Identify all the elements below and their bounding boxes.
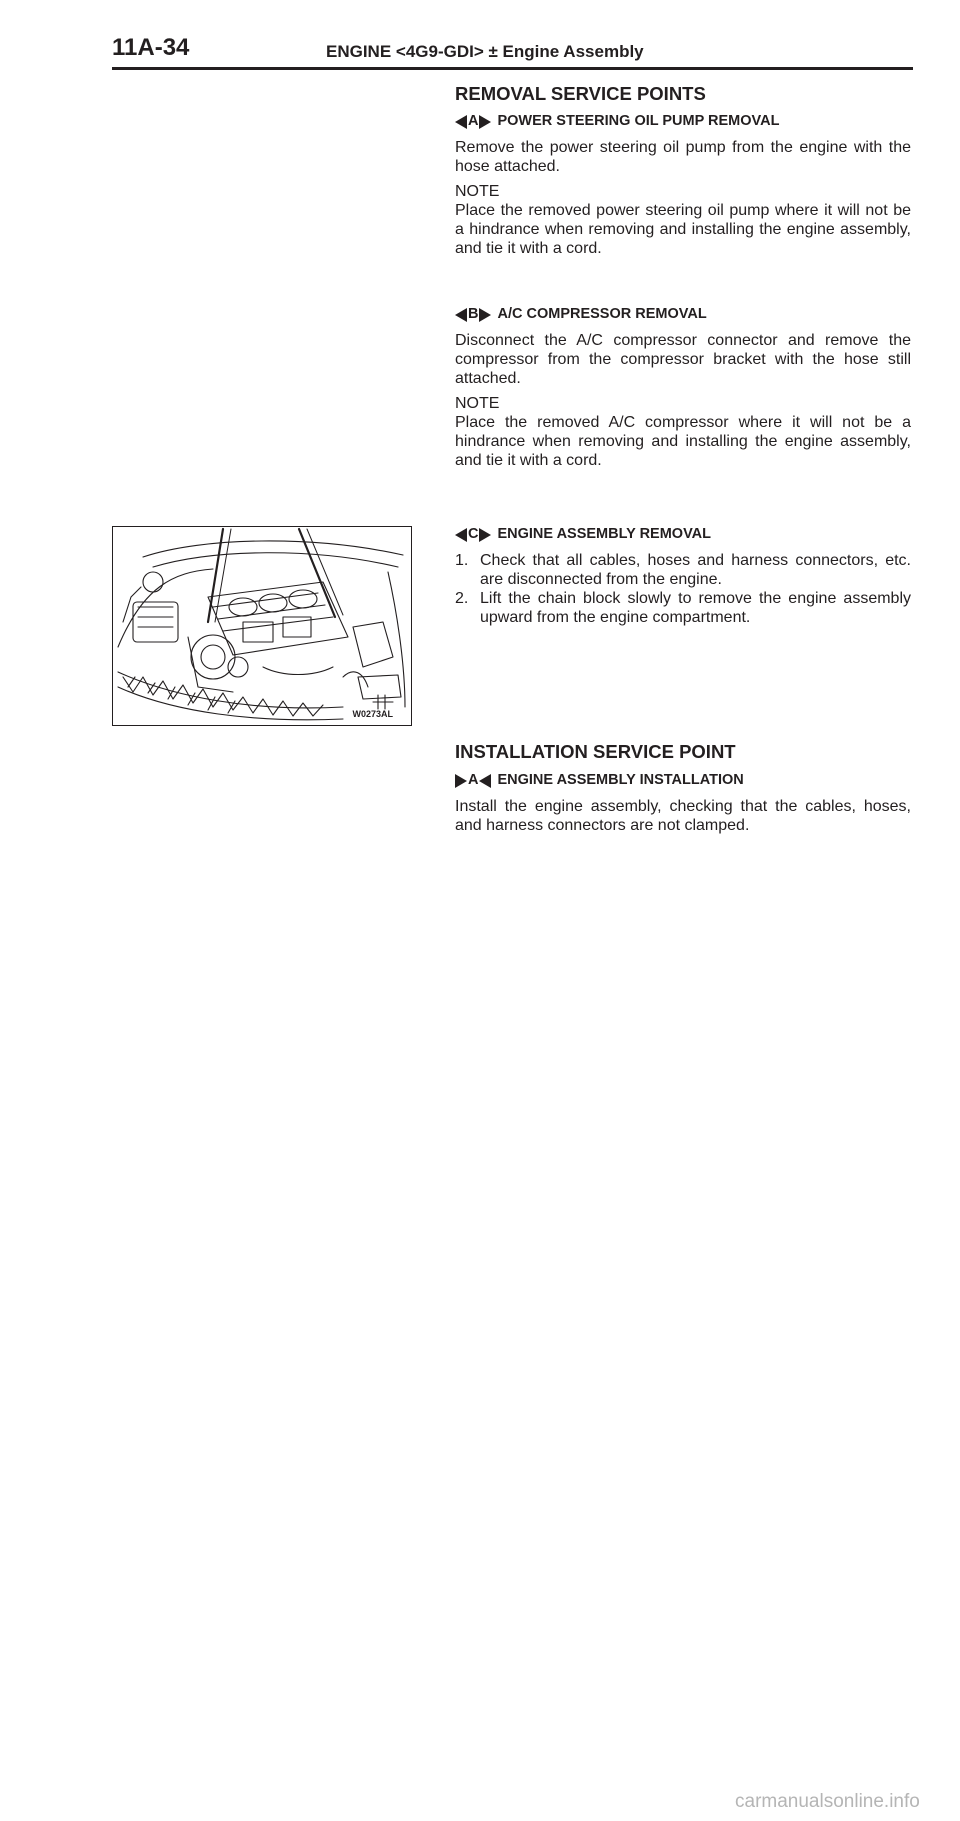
removal-b-title: A/C COMPRESSOR REMOVAL	[497, 306, 707, 322]
removal-a-body: Remove the power steering oil pump from the engine with the hose attached.	[455, 139, 911, 175]
removal-item-b	[455, 305, 911, 470]
installation-section	[455, 742, 911, 835]
removal-section	[455, 84, 911, 103]
triangle-right-icon	[479, 308, 491, 322]
removal-item-a	[455, 112, 911, 258]
triangle-left-icon	[455, 115, 467, 129]
removal-marker-a: A	[455, 112, 491, 131]
removal-c-steps	[455, 551, 911, 627]
triangle-left-icon	[479, 774, 491, 788]
page-header	[112, 34, 912, 70]
removal-a-note: Place the removed power steering oil pump where it will not be a hindrance when removing and installing the engine assembly, and tie it with a cord.	[455, 202, 911, 257]
triangle-right-icon	[479, 115, 491, 129]
installation-title-row	[455, 771, 911, 790]
installation-body: Install the engine assembly, checking that the cables, hoses, and harness connectors are not clamped.	[455, 798, 911, 834]
engine-illustration	[113, 527, 411, 725]
removal-marker-c: C	[455, 525, 491, 544]
removal-a-note-label: NOTE	[455, 183, 500, 200]
engine-compartment-figure	[112, 526, 412, 726]
removal-c-title: ENGINE ASSEMBLY REMOVAL	[497, 526, 711, 542]
triangle-right-icon	[455, 774, 467, 788]
triangle-right-icon	[479, 528, 491, 542]
triangle-left-icon	[455, 528, 467, 542]
triangle-left-icon	[455, 308, 467, 322]
figure-code: W0273AL	[352, 709, 393, 719]
header-rule	[112, 67, 913, 70]
removal-a-title: POWER STEERING OIL PUMP REMOVAL	[497, 113, 780, 129]
installation-marker-a: A	[455, 771, 491, 790]
watermark: carmanualsonline.info	[735, 1791, 920, 1812]
removal-heading: REMOVAL SERVICE POINTS	[455, 83, 706, 104]
installation-heading: INSTALLATION SERVICE POINT	[455, 741, 736, 762]
removal-b-note-label: NOTE	[455, 395, 500, 412]
removal-a-title-row	[455, 112, 911, 131]
removal-item-c	[455, 525, 911, 627]
removal-marker-b: B	[455, 305, 491, 324]
list-item: 2. Lift the chain block slowly to remove the engine assembly upward from the engine compartment.	[455, 590, 911, 626]
removal-b-body: Disconnect the A/C compressor connector and remove the compressor from the compressor bracket with the hose still attached.	[455, 332, 911, 387]
list-item: 1. Check that all cables, hoses and harness connectors, etc. are disconnected from the engine.	[455, 552, 911, 588]
installation-title: ENGINE ASSEMBLY INSTALLATION	[497, 772, 744, 788]
header-title: ENGINE <4G9-GDI> ± Engine Assembly	[326, 42, 644, 61]
removal-b-note: Place the removed A/C compressor where it will not be a hindrance when removing and installing the engine assembly, and tie it with a cord.	[455, 414, 911, 469]
removal-b-title-row	[455, 305, 911, 324]
page-number: 11A-34	[112, 34, 190, 61]
removal-c-title-row	[455, 525, 911, 544]
